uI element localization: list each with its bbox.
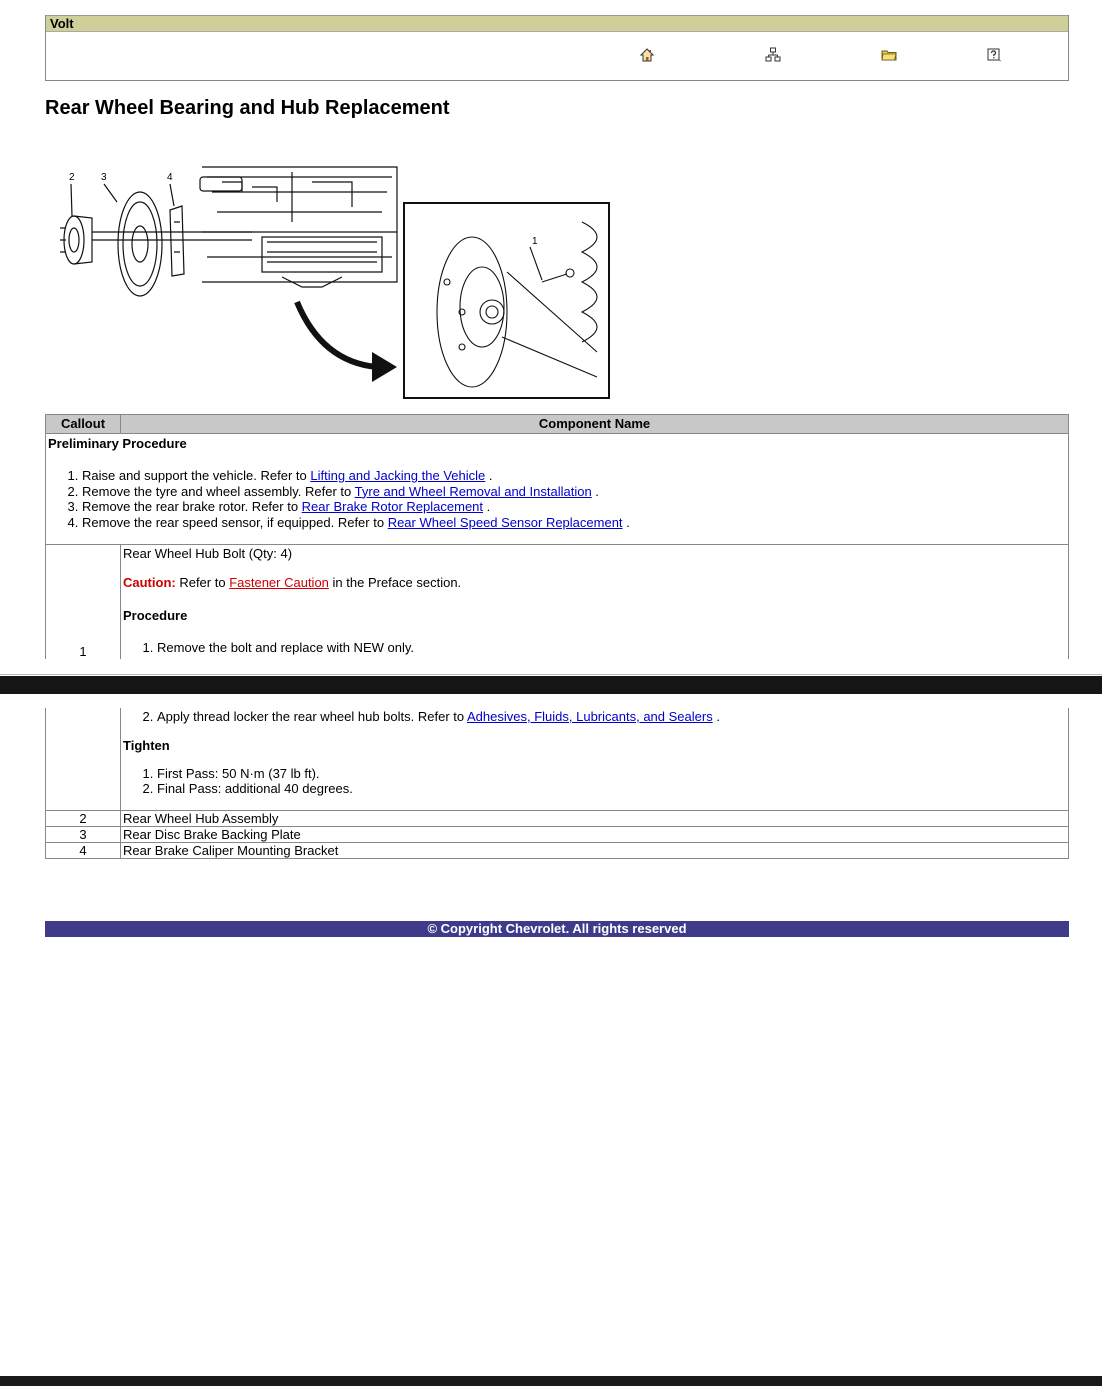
procedure-heading: Procedure xyxy=(123,608,188,623)
vehicle-title: Volt xyxy=(46,15,1068,32)
callout-1-cell: 1 xyxy=(46,545,121,660)
callout-cell: 4 xyxy=(46,842,121,858)
preliminary-heading: Preliminary Procedure xyxy=(48,436,187,451)
list-item: 1. Raise and support the vehicle. Refer to Lifting and Jacking the Vehicle . xyxy=(82,468,1066,484)
list-item: 3. Remove the rear brake rotor. Refer to Rear Brake Rotor Replacement . xyxy=(82,499,1066,515)
home-icon[interactable] xyxy=(639,47,655,63)
page-break-bar xyxy=(0,676,1102,694)
copyright-footer: © Copyright Chevrolet. All rights reserved xyxy=(45,921,1069,937)
callout-4-label: 4 xyxy=(167,172,173,183)
component-name: Rear Disc Brake Backing Plate xyxy=(121,826,1069,842)
link-fastener-caution[interactable]: Fastener Caution xyxy=(229,575,329,590)
table-header-row xyxy=(46,415,1069,434)
callout-column-header: Callout xyxy=(46,415,121,434)
caution-note: Caution: Refer to Fastener Caution in the Preface section. xyxy=(123,575,462,590)
callout-1-label: 1 xyxy=(532,236,538,247)
component-column-header: Component Name xyxy=(121,415,1069,434)
callout-cell: 2 xyxy=(46,810,121,826)
component-table xyxy=(45,414,1069,659)
table-row xyxy=(46,810,1069,826)
tighten-heading: Tighten xyxy=(123,737,170,753)
bottom-edge-bar xyxy=(0,1376,1102,1386)
component-name: Rear Brake Caliper Mounting Bracket xyxy=(121,842,1069,858)
link-brake-rotor[interactable]: Rear Brake Rotor Replacement xyxy=(301,499,484,514)
list-item: 2. Final Pass: additional 40 degrees. xyxy=(157,781,1066,797)
link-speed-sensor[interactable]: Rear Wheel Speed Sensor Replacement xyxy=(387,514,623,530)
table-row xyxy=(46,842,1069,858)
page-break-line xyxy=(0,674,1102,675)
hub-assembly-diagram xyxy=(52,162,612,402)
tighten-steps xyxy=(123,766,1066,797)
link-lifting-jacking[interactable]: Lifting and Jacking the Vehicle xyxy=(310,468,486,483)
folder-icon[interactable] xyxy=(881,47,897,63)
list-item: 2. Remove the tyre and wheel assembly. Refer to Tyre and Wheel Removal and Installation . xyxy=(82,484,1066,500)
link-adhesives-fluids[interactable]: Adhesives, Fluids, Lubricants, and Sealers xyxy=(467,709,713,724)
component-name: Rear Wheel Hub Bolt (Qty: 4) xyxy=(123,546,293,561)
callout-2-label: 2 xyxy=(69,172,75,183)
preliminary-steps xyxy=(48,468,1066,530)
procedure-steps xyxy=(123,640,1066,656)
list-item: 1. Remove the bolt and replace with NEW only. xyxy=(157,640,1066,656)
callout-cell: 3 xyxy=(46,826,121,842)
component-name: Rear Wheel Hub Assembly xyxy=(121,810,1069,826)
callout-3-label: 3 xyxy=(101,172,107,183)
component-table-continued xyxy=(45,708,1069,859)
caution-label: Caution: xyxy=(123,575,176,590)
procedure-steps-continued xyxy=(123,709,1066,725)
preliminary-procedure-row xyxy=(46,434,1069,545)
page-title: Rear Wheel Bearing and Hub Replacement xyxy=(45,97,450,119)
table-row xyxy=(46,708,1069,810)
list-item: 2. Apply thread locker the rear wheel hub bolts. Refer to Adhesives, Fluids, Lubricants, and Sealers . xyxy=(157,709,1066,725)
help-icon[interactable] xyxy=(986,47,1002,63)
header-box xyxy=(45,15,1069,81)
table-row xyxy=(46,545,1069,660)
table-row xyxy=(46,826,1069,842)
link-tyre-wheel-removal[interactable]: Tyre and Wheel Removal and Installation xyxy=(354,483,592,499)
sitemap-icon[interactable] xyxy=(765,47,781,63)
list-item: 4. Remove the rear speed sensor, if equipped. Refer to Rear Wheel Speed Sensor Replacement . xyxy=(82,515,1066,531)
list-item: 1. First Pass: 50 N·m (37 lb ft). xyxy=(157,766,1066,782)
